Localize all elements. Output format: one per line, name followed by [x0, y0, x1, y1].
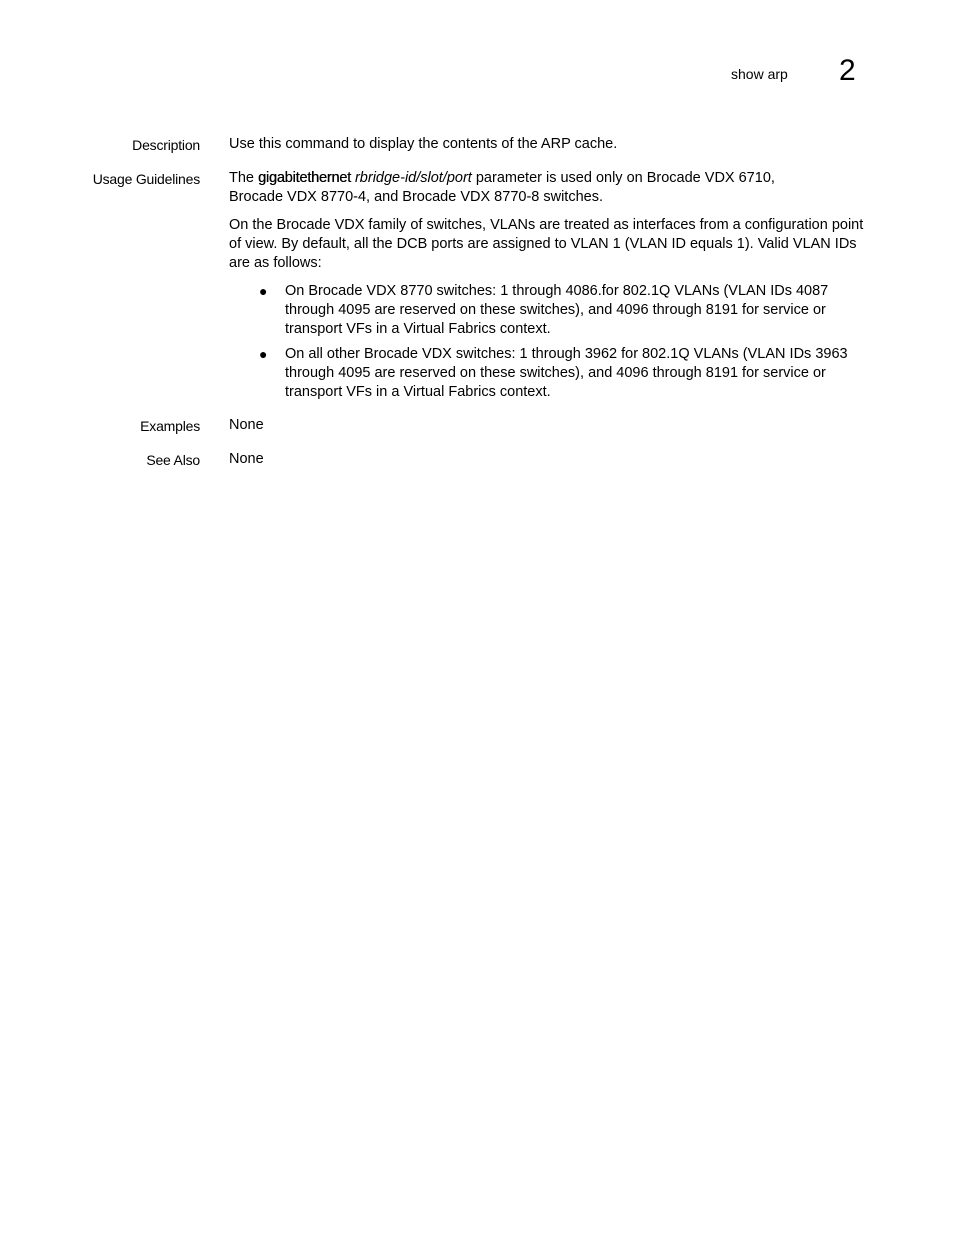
section-label-usage: Usage Guidelines: [92, 171, 200, 187]
section-content-usage: [229, 169, 869, 408]
section-label-description: Description: [132, 137, 200, 153]
list-item-text: On all other Brocade VDX switches: 1 through 3962 for 802.1Q VLANs (VLAN IDs 3963 through 4095 are reserved on these switches), and 4096 through 8191 for service or transport VFs in a Virtual Fabrics context.: [285, 346, 848, 400]
command-argument: rbridge-id/slot/port: [350, 170, 472, 186]
list-item: [229, 282, 869, 339]
usage-p1-suffix: parameter is used only on Brocade VDX 6710, Brocade VDX 8770-4, and Brocade VDX 8770-8 switches.: [229, 170, 775, 205]
list-item-text: On Brocade VDX 8770 switches: 1 through 4086.for 802.1Q VLANs (VLAN IDs 4087 through 4095 are reserved on these switches), and 4096 through 8191 for service or transport VFs in a Virtual Fabrics context.: [285, 283, 829, 337]
chapter-number: 2: [839, 54, 856, 87]
description-text: Use this command to display the contents of the ARP cache.: [229, 136, 618, 152]
running-header-title: show arp: [731, 66, 788, 82]
usage-paragraph-2: On the Brocade VDX family of switches, VLANs are treated as interfaces from a configuration point of view. By default, all the DCB ports are assigned to VLAN 1 (VLAN ID equals 1). Valid VLAN IDs are as follows:: [229, 217, 864, 271]
see-also-text: None: [229, 451, 264, 467]
command-keyword: gigabitethernet: [258, 170, 351, 186]
list-item: [229, 345, 869, 402]
usage-paragraph-1: [229, 169, 799, 207]
section-label-see-also: See Also: [146, 452, 200, 468]
bullet-icon: ●: [259, 283, 268, 299]
examples-text: None: [229, 417, 264, 433]
vlan-id-list: [229, 282, 869, 402]
bullet-icon: ●: [259, 346, 268, 362]
section-content-examples: [229, 416, 869, 444]
section-content-description: [229, 135, 869, 163]
section-label-examples: Examples: [140, 418, 200, 434]
usage-p1-prefix: The: [229, 170, 259, 186]
section-content-see-also: [229, 450, 869, 478]
